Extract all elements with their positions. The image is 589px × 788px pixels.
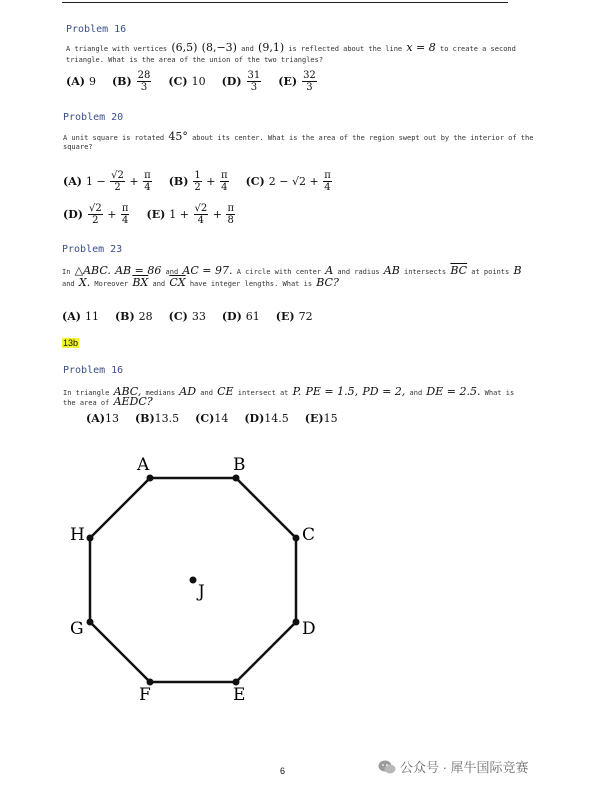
- problem-20-text-line2: square?: [63, 143, 93, 151]
- choice-e: (E) 15: [304, 412, 338, 425]
- choice-b: (B) $\frac{28}{3}$: [111, 70, 151, 93]
- choice-a: (A) 9: [66, 75, 96, 88]
- watermark-text: 公众号 · 犀牛国际竞赛: [400, 760, 529, 775]
- choice-d: (D) $\frac{31}{3}$: [221, 70, 261, 93]
- problem-20-text-line1: A unit square is rotated 45° about its center. What is the area of the region swept out by the interior of the: [63, 130, 534, 143]
- section-highlight-label: 13b: [63, 338, 79, 348]
- wechat-icon: [378, 759, 396, 775]
- problem-16-text-line2: triangle. What is the area of the union of the two triangles?: [66, 56, 324, 64]
- choice-b: (B) $\frac{1}{2}$ + $\frac{\pi}{4}$: [168, 170, 228, 193]
- center-j-dot: [190, 577, 197, 584]
- choice-a: (A) 11: [62, 310, 99, 323]
- choice-e: (E) $\frac{32}{3}$: [278, 70, 316, 93]
- choice-a: (A) 13: [86, 412, 119, 425]
- problem-20-choices-row1: [63, 170, 349, 193]
- label-h: H: [70, 525, 85, 545]
- watermark: [378, 757, 529, 776]
- choice-d: (D) 14.5: [244, 412, 289, 425]
- problem-20-choices-row2: [63, 203, 252, 226]
- page-number: 6: [280, 766, 286, 776]
- vertex-g-dot: [87, 619, 94, 626]
- problem-16b-choices: [86, 412, 354, 425]
- choice-c: (C) 14: [195, 412, 229, 425]
- label-f: F: [139, 685, 151, 705]
- vertex-a-dot: [147, 475, 154, 482]
- top-rule: [62, 2, 508, 3]
- choice-c: (C) 10: [168, 75, 206, 88]
- problem-16b-title: Problem 16: [63, 365, 124, 376]
- problem-16-text-line1: A triangle with vertices (6,5) (8,−3) and (9,1) is reflected about the line x = 8 to create a second: [66, 41, 516, 54]
- choice-e: (E) 1 + $\frac{√2}{4}$ + $\frac{\pi}{8}$: [146, 203, 235, 226]
- problem-16b-text-line1: In triangle ABC, medians AD and CE intersect at P. PE = 1.5, PD = 2, and DE = 2.5. What is: [63, 385, 515, 398]
- label-j: J: [198, 582, 205, 602]
- label-c: C: [302, 525, 316, 545]
- problem-16b-text-line2: the area of AEDC?: [63, 395, 153, 408]
- problem-23-title: Problem 23: [62, 244, 123, 255]
- choice-d: (D) 61: [221, 310, 260, 323]
- label-g: G: [70, 619, 84, 639]
- vertex-c-dot: [293, 535, 300, 542]
- choice-d: (D) $\frac{√2}{2}$ + $\frac{\pi}{4}$: [63, 203, 129, 226]
- problem-20-title: Problem 20: [63, 112, 124, 123]
- problem-23-text-line1: In △ABC. AB = 86 and AC = 97. A circle with center A and radius AB intersects $\overline{BC}$ at points B: [62, 264, 522, 277]
- choice-c: (C) 2 − √2 + $\frac{\pi}{4}$: [245, 170, 331, 193]
- problem-23-text-line2: and X. Moreover $\overline{BX}$ and $\overline{CX}$ have integer lengths. What is BC?: [62, 276, 339, 289]
- choice-a: (A) 1 − $\frac{√2}{2}$ + $\frac{\pi}{4}$: [63, 170, 151, 193]
- label-d: D: [302, 619, 316, 639]
- choice-b: (B) 28: [114, 310, 153, 323]
- problem-23-choices: [62, 310, 329, 323]
- vertex-d-dot: [293, 619, 300, 626]
- label-e: E: [233, 685, 246, 705]
- vertex-h-dot: [87, 535, 94, 542]
- label-b: B: [233, 455, 246, 475]
- octagon-figure: [0, 440, 589, 710]
- label-a: A: [137, 455, 150, 475]
- choice-b: (B) 13.5: [134, 412, 180, 425]
- vertex-b-dot: [233, 475, 240, 482]
- choice-e: (E) 72: [275, 310, 313, 323]
- problem-16-choices: [66, 70, 334, 93]
- problem-16-title: Problem 16: [66, 24, 127, 35]
- choice-c: (C) 33: [168, 310, 206, 323]
